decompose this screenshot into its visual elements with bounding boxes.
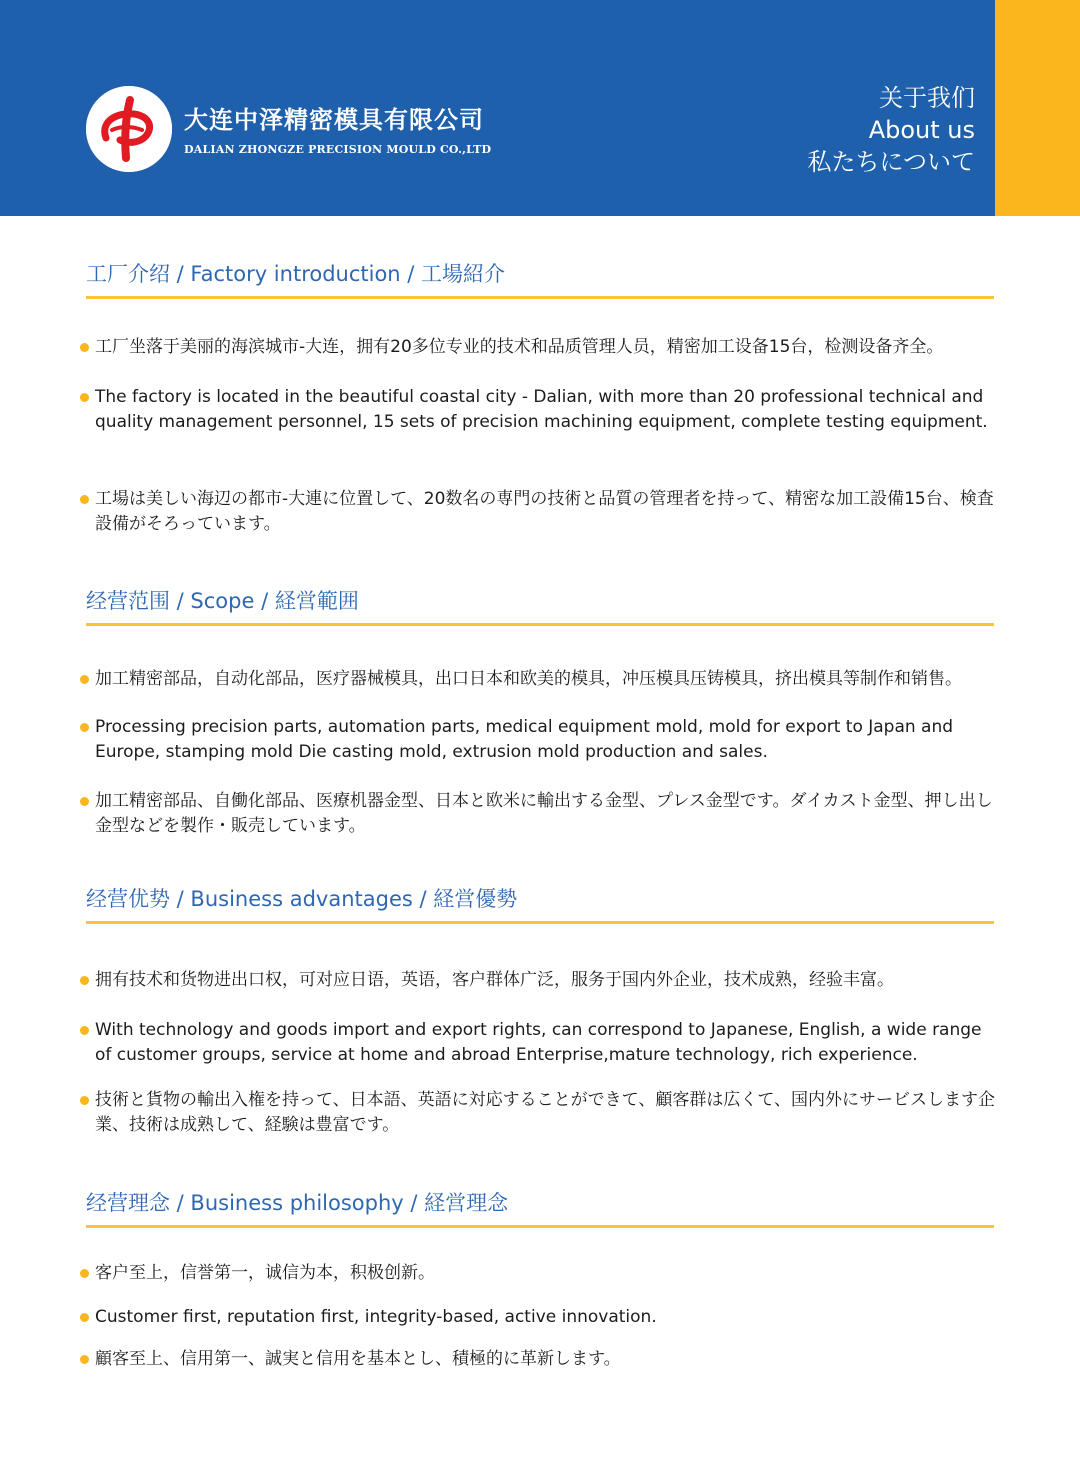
bullet-icon — [80, 393, 89, 402]
company-name-en: DALIAN ZHONGZE PRECISION MOULD CO.,LTD — [184, 143, 492, 156]
zhongze-logo-icon — [86, 86, 172, 172]
list-item: 工場は美しい海辺の都市-大連に位置して、20数名の専門の技術と品質の管理者を持って、精密な加工設備15台、検査設備がそろっています。 — [95, 487, 995, 537]
bullet-icon — [80, 723, 89, 732]
section-title-scope: 经营范围 / Scope / 経営範囲 — [86, 589, 359, 613]
section-divider — [86, 1225, 994, 1228]
about-heading — [807, 82, 975, 178]
list-item: 客户至上，信誉第一，诚信为本，积极创新。 — [95, 1261, 995, 1286]
list-item: 顧客至上、信用第一、誠実と信用を基本とし、積極的に革新します。 — [95, 1347, 995, 1372]
section-divider — [86, 623, 994, 626]
list-item: Processing precision parts, automation parts, medical equipment mold, mold for export to Japan and Europe, stamping mold Die casting mold, extrusion mold production and sales. — [95, 715, 995, 765]
section-divider — [86, 921, 994, 924]
company-name-cn: 大连中泽精密模具有限公司 — [184, 106, 484, 134]
bullet-icon — [80, 1096, 89, 1105]
about-cn: 关于我们 — [879, 84, 975, 112]
list-item: 工厂坐落于美丽的海滨城市-大连，拥有20多位专业的技术和品质管理人员，精密加工设备15台，检测设备齐全。 — [95, 335, 995, 360]
list-item: With technology and goods import and export rights, can correspond to Japanese, English, a wide range of customer groups, service at home and abroad Enterprise,mature technology, rich experience. — [95, 1018, 995, 1068]
bullet-icon — [80, 797, 89, 806]
section-title-philosophy: 经营理念 / Business philosophy / 経営理念 — [86, 1191, 509, 1215]
accent-bar — [995, 0, 1080, 216]
about-en: About us — [868, 116, 975, 144]
list-item: 技術と貨物の輸出入権を持って、日本語、英語に対応することができて、顧客群は広くて、国内外にサービスします企業、技術は成熟して、経験は豊富です。 — [95, 1088, 995, 1138]
bullet-icon — [80, 1026, 89, 1035]
bullet-icon — [80, 343, 89, 352]
bullet-icon — [80, 1355, 89, 1364]
section-divider — [86, 296, 994, 299]
list-item: 加工精密部品，自动化部品，医疗器械模具，出口日本和欧美的模具，冲压模具压铸模具，挤出模具等制作和销售。 — [95, 667, 995, 692]
list-item: Customer first, reputation first, integrity-based, active innovation. — [95, 1305, 995, 1330]
bullet-icon — [80, 495, 89, 504]
section-title-factory: 工厂介绍 / Factory introduction / 工場紹介 — [86, 262, 506, 286]
bullet-icon — [80, 976, 89, 985]
list-item: The factory is located in the beautiful coastal city - Dalian, with more than 20 professional technical and quality management personnel, 15 sets of precision machining equipment, complete testing equipment. — [95, 385, 995, 435]
list-item: 加工精密部品、自働化部品、医療机器金型、日本と欧米に輸出する金型、プレス金型です。ダイカスト金型、押し出し金型などを製作・販売しています。 — [95, 789, 995, 839]
bullet-icon — [80, 675, 89, 684]
bullet-icon — [80, 1313, 89, 1322]
section-title-advantages: 经营优势 / Business advantages / 経営優勢 — [86, 887, 518, 911]
list-item: 拥有技术和货物进出口权，可对应日语，英语，客户群体广泛，服务于国内外企业，技术成熟，经验丰富。 — [95, 968, 995, 993]
about-jp: 私たちについて — [807, 148, 975, 176]
bullet-icon — [80, 1269, 89, 1278]
